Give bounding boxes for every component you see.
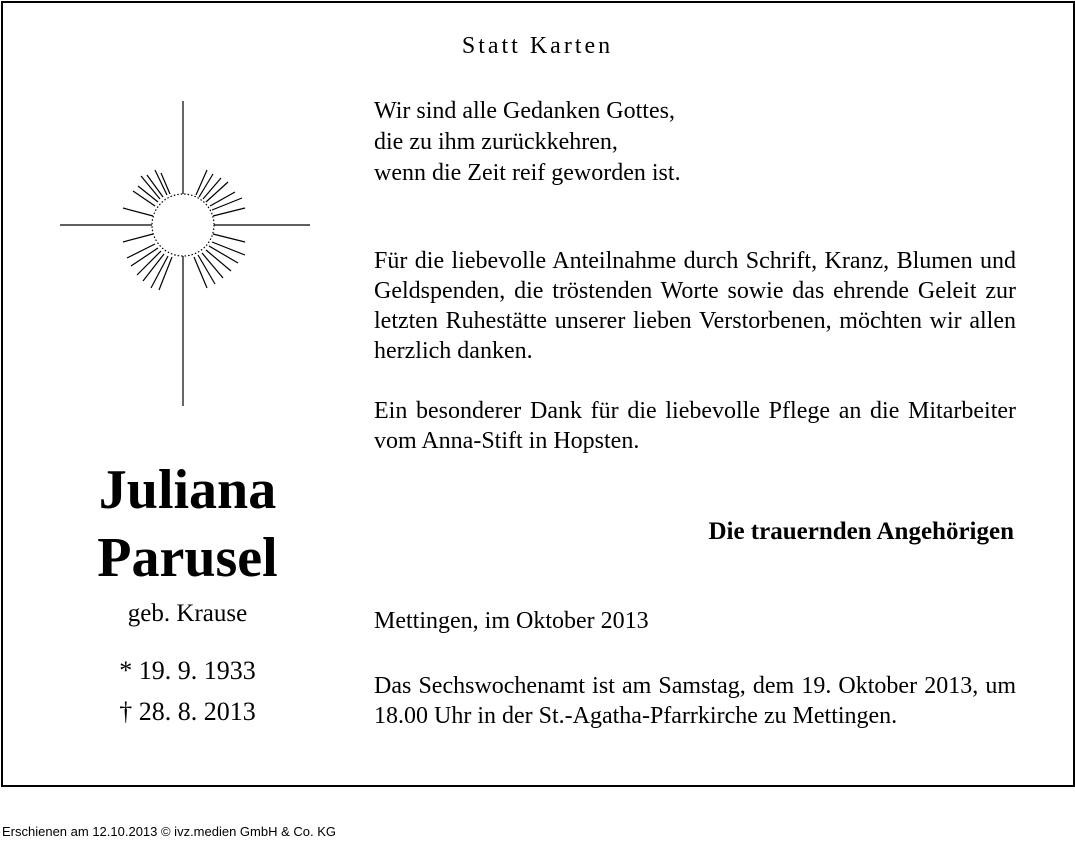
- notice-heading: Statt Karten: [461, 33, 614, 59]
- death-date: † 28. 8. 2013: [119, 697, 256, 726]
- radiant-cross-icon: [55, 98, 315, 408]
- quote-line: wenn die Zeit reif geworden ist.: [374, 160, 681, 186]
- deceased-first-name: Juliana: [98, 459, 277, 521]
- thanks-paragraph: Für die liebevolle Anteilnahme durch Schrift, Kranz, Blumen und Geldspenden, die tröstenden Worte sowie das ehrende Geleit zur letzten Ruhestätte unserer lieben Verstorbenen, möchten wir allen herzlich danken.: [374, 248, 1016, 364]
- birth-name: geb. Krause: [127, 600, 248, 627]
- signature: Die trauernden Angehörigen: [708, 518, 1014, 545]
- quote-line: die zu ihm zurückkehren,: [374, 129, 618, 155]
- mass-info: Das Sechswochenamt ist am Samstag, dem 19. Oktober 2013, um 18.00 Uhr in der St.-Agatha-Pfarrkirche zu Mettingen.: [374, 673, 1016, 729]
- quote-line: Wir sind alle Gedanken Gottes,: [374, 98, 675, 124]
- special-thanks-paragraph: Ein besonderer Dank für die liebevolle Pflege an die Mitarbeiter vom Anna-Stift in Hopsten.: [374, 398, 1016, 454]
- deceased-last-name: Parusel: [97, 527, 278, 589]
- place-date: Mettingen, im Oktober 2013: [374, 608, 649, 634]
- birth-date: * 19. 9. 1933: [119, 656, 256, 685]
- publication-footer: Erschienen am 12.10.2013 © ivz.medien GmbH & Co. KG: [2, 824, 337, 839]
- quote: [374, 96, 1014, 189]
